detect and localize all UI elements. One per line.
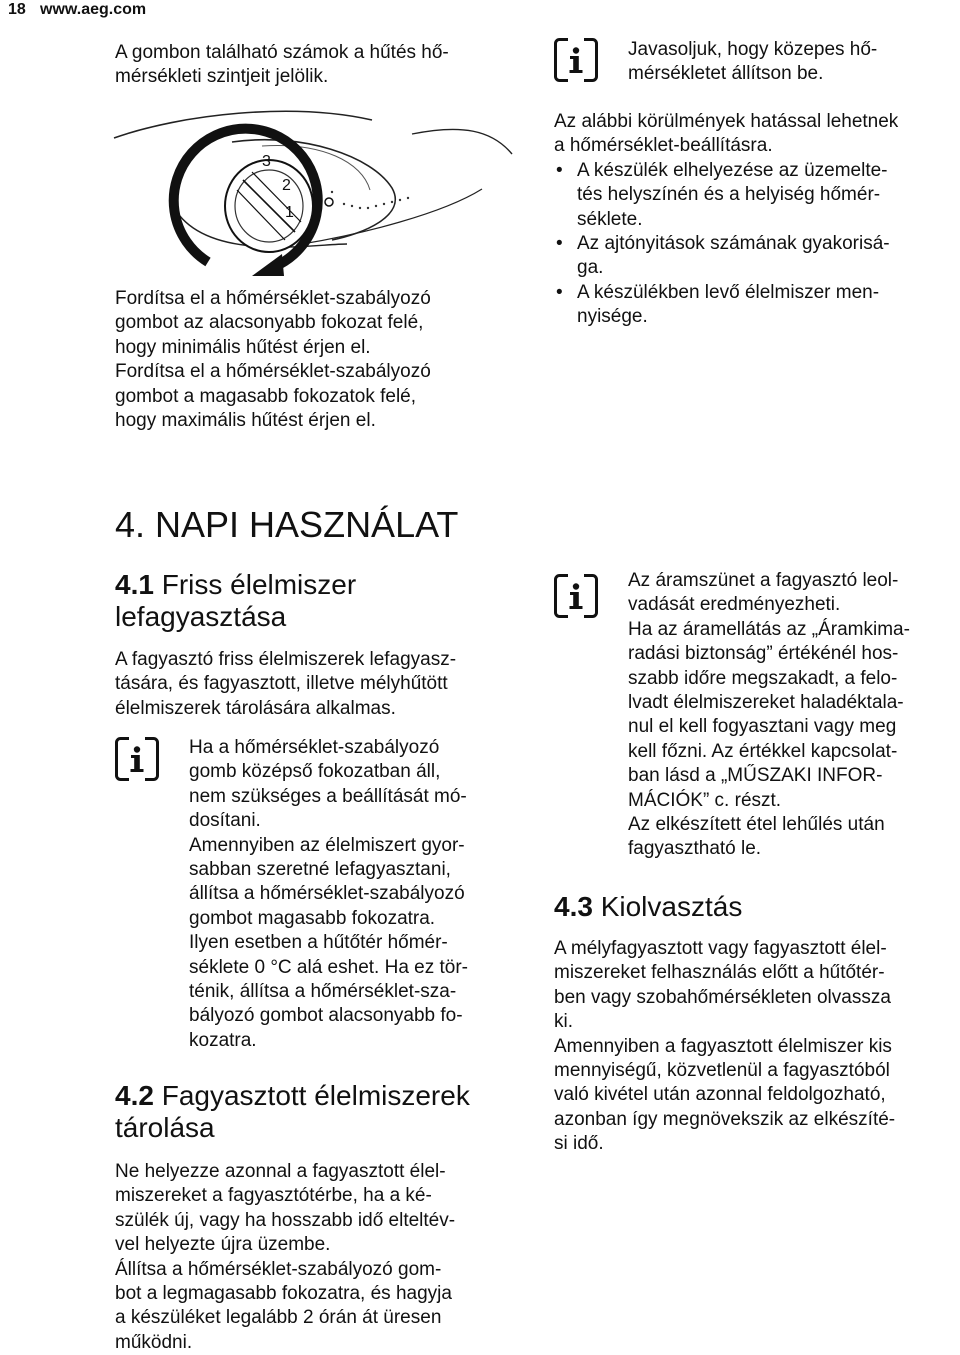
text-line: radási biztonság” értékénél hos- <box>628 643 899 665</box>
subsection-heading-4-1: 4.1 Friss élelmiszer lefagyasztása <box>115 569 357 632</box>
dial-instructions <box>115 287 431 433</box>
text-line: fagyasztható le. <box>628 838 762 860</box>
text-line: miszereket felhasználás előtt a hűtőtér- <box>554 962 885 984</box>
list-item: • Az ajtónyitások számának gyakorisá- ga. <box>554 232 898 281</box>
text-line: a hőmérséklet-beállításra. <box>554 135 773 157</box>
text-line: mérsékleti szintjeit jelölik. <box>115 66 329 88</box>
info-icon <box>554 38 598 82</box>
text-line: Amennyiben a fagyasztott élelmiszer kis <box>554 1035 892 1057</box>
conditions-text <box>554 110 898 330</box>
text-line: vadását eredményezheti. <box>628 594 841 616</box>
subsection-heading-4-3: 4.3 Kiolvasztás <box>554 891 743 922</box>
text-line: A mélyfagyasztott vagy fagyasztott élel- <box>554 938 887 959</box>
text-line: hogy minimális hűtést érjen el. <box>115 336 371 358</box>
text-line: sabban szeretné lefagyasztani, <box>189 859 451 881</box>
text-line: ki. <box>554 1011 573 1033</box>
text-line: MÁCIÓK” c. részt. <box>628 789 782 811</box>
text-line: szülék új, vagy ha hosszabb idő elteltév- <box>115 1209 456 1231</box>
text-line: gombot a magasabb fokozatok felé, <box>115 385 417 407</box>
text-line: mennyiségű, közvetlenül a fagyasztóból <box>554 1060 890 1082</box>
text-line: Javasoljuk, hogy közepes hő- <box>628 39 878 60</box>
page-number: 18 <box>8 1 26 18</box>
text-line: Az elkészített étel lehűlés után <box>628 814 885 836</box>
text-line: állítsa a hőmérséklet-szabályozó <box>189 883 465 905</box>
text-line: si idő. <box>554 1133 604 1155</box>
text-line: a készüléket legalább 2 órán át üresen <box>115 1307 442 1329</box>
text-line: Amennyiben az élelmiszert gyor- <box>189 834 465 856</box>
text-line: A gombon található számok a hűtés hő- <box>115 42 449 63</box>
text-line: Az alábbi körülmények hatással lehetnek <box>554 111 899 132</box>
text-line: Ha a hőmérséklet-szabályozó <box>189 737 440 758</box>
dial-number-3: 3 <box>262 153 271 170</box>
text-line: gombot az alacsonyabb fokozat felé, <box>115 312 424 334</box>
sec43-paragraph <box>554 937 895 1157</box>
text-line: Ne helyezze azonnal a fagyasztott élel- <box>115 1161 446 1182</box>
text-line: Ha az áramellátás az „Áramkima- <box>628 618 910 640</box>
list-item: • A készülék elhelyezése az üzemelte- tés helyszínén és a helyiség hőmér- séklete. <box>554 159 898 232</box>
list-item: • A készülékben levő élelmiszer men- nyisége. <box>554 281 898 330</box>
info-icon <box>554 574 598 618</box>
text-line: Fordítsa el a hőmérséklet-szabályozó <box>115 361 431 383</box>
text-line: bályozó gombot alacsonyabb fo- <box>189 1005 463 1027</box>
text-line: Ilyen esetben a hűtőtér hőmér- <box>189 932 448 954</box>
info-icon <box>115 737 159 781</box>
text-line: vel helyezte újra üzembe. <box>115 1234 331 1256</box>
text-line: kell főzni. Az értékkel kapcsolat- <box>628 740 898 762</box>
text-line: tására, és fagyasztott, illetve mélyhűtött <box>115 673 448 695</box>
text-line: működni. <box>115 1331 193 1353</box>
text-line: miszereket a fagyasztótérbe, ha a ké- <box>115 1185 432 1207</box>
info-note-power-outage <box>628 569 910 862</box>
text-line: ben vagy szobahőmérsékleten olvassza <box>554 986 891 1008</box>
subsection-heading-4-2: 4.2 Fagyasztott élelmiszerek tárolása <box>115 1080 470 1143</box>
dial-number-1: 1 <box>285 204 294 221</box>
sec42-paragraph <box>115 1160 455 1355</box>
text-line: hogy maximális hűtést érjen el. <box>115 410 376 432</box>
text-line: kozatra. <box>189 1029 257 1051</box>
text-line: A fagyasztó friss élelmiszerek lefagyasz- <box>115 649 457 670</box>
text-line: séklete 0 °C alá eshet. Ha ez tör- <box>189 956 469 978</box>
text-line: való kivétel után azonnal feldolgozható, <box>554 1084 886 1106</box>
text-line: dosítani. <box>189 810 261 832</box>
text-line: bot a legmagasabb fokozatra, és hagyja <box>115 1283 452 1305</box>
text-line: szabb időre megszakadt, a felo- <box>628 667 898 689</box>
text-line: élelmiszerek tárolására alkalmas. <box>115 697 396 719</box>
text-line: mérsékletet állítson be. <box>628 63 824 85</box>
section-heading: 4. NAPI HASZNÁLAT <box>115 504 459 545</box>
text-line: nem szükséges a beállítását mó- <box>189 785 467 807</box>
text-line: lvadt élelmiszereket haladéktala- <box>628 692 904 714</box>
site-link[interactable]: www.aeg.com <box>40 1 147 18</box>
text-line: ban lásd a „MŰSZAKI INFOR- <box>628 765 883 787</box>
text-line: Az áramszünet a fagyasztó leol- <box>628 570 899 591</box>
text-line: gombot magasabb fokozatra. <box>189 907 436 929</box>
text-line: azonban így megnövekszik az elkészíté- <box>554 1108 896 1130</box>
info-note-sec41 <box>189 736 468 1053</box>
sec41-paragraph <box>115 648 456 721</box>
text-line: Állítsa a hőmérséklet-szabályozó gom- <box>115 1258 442 1280</box>
dial-intro-text <box>115 41 449 90</box>
text-line: Fordítsa el a hőmérséklet-szabályozó <box>115 288 431 309</box>
text-line: ténik, állítsa a hőmérséklet-sza- <box>189 981 457 1003</box>
thermostat-dial-illustration <box>112 94 518 278</box>
text-line: gomb középső fokozatban áll, <box>189 761 441 783</box>
dial-number-2: 2 <box>282 177 291 194</box>
text-line: nul el kell fogyasztani vagy meg <box>628 716 897 738</box>
info-note-top <box>628 38 877 87</box>
